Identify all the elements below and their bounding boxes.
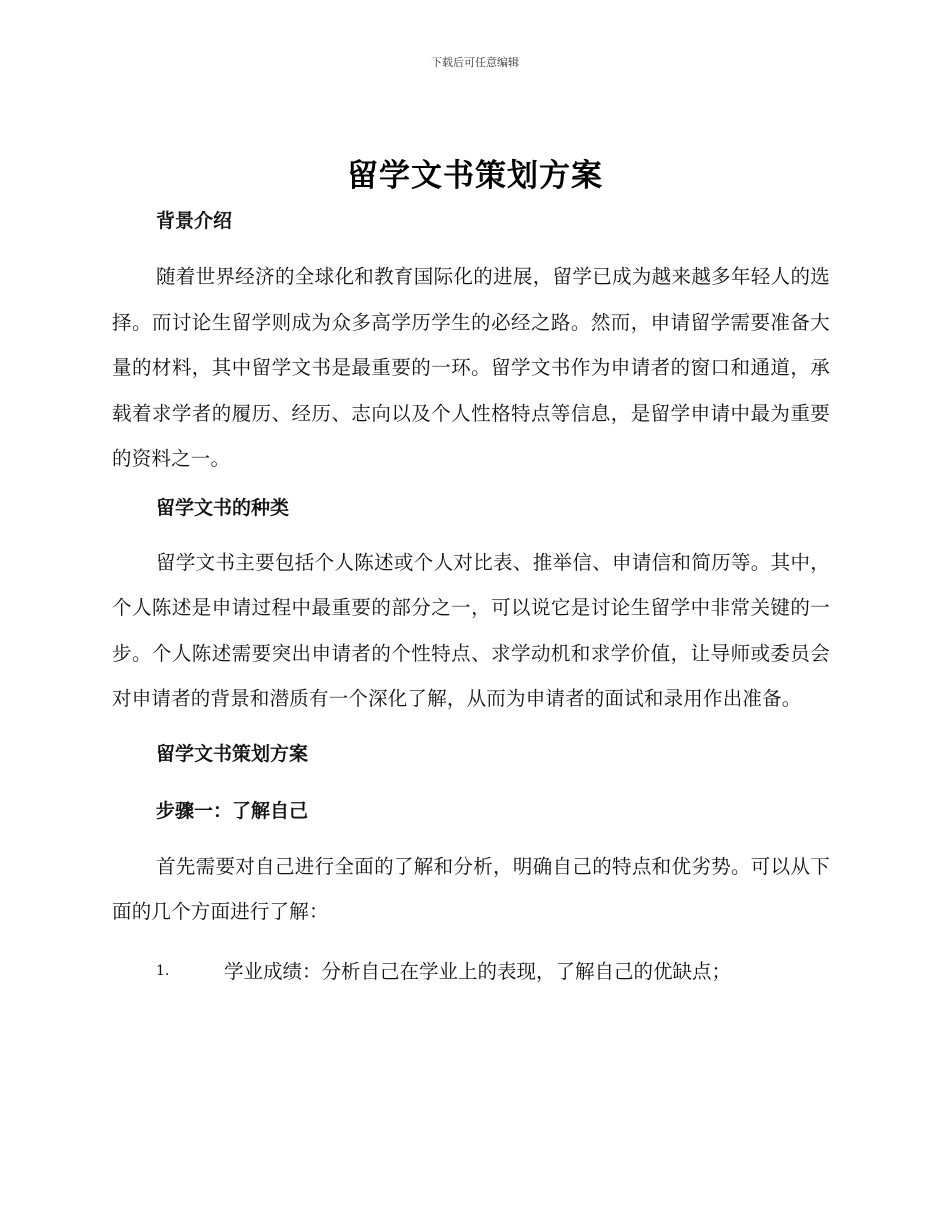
section-heading-types: 留学文书的种类: [156, 496, 290, 519]
document-body: [112, 205, 830, 994]
list-item-text: 学业成绩：分析自己在学业上的表现，了解自己的优缺点；: [224, 959, 732, 983]
section-heading-background: 背景介绍: [156, 210, 233, 232]
section-heading-plan: 留学文书策划方案: [156, 742, 309, 765]
list-item: [112, 949, 830, 995]
header-note: 下载后可任意编辑: [431, 56, 519, 69]
document-title: 留学文书策划方案: [347, 158, 603, 194]
list-item-number: 1.: [156, 962, 170, 979]
step1-heading: 步骤一：了解自己: [156, 799, 309, 822]
paragraph-background: 随着世界经济的全球化和教育国际化的进展，留学已成为越来越多年轻人的选择。而讨论生留学则成为众多高学历学生的必经之路。然而，申请留学需要准备大量的材料，其中留学文书是最重要的一环。留学文书作为申请者的窗口和通道，承载着求学者的履历、经历、志向以及个人性格特点等信息，是留学申请中最为重要的资料之一。: [112, 265, 830, 470]
paragraph-types: 留学文书主要包括个人陈述或个人对比表、推举信、申请信和简历等。其中，个人陈述是申请过程中最重要的部分之一，可以说它是讨论生留学中非常关键的一步。个人陈述需要突出申请者的个性特点、求学动机和求学价值，让导师或委员会对申请者的背景和潜质有一个深化了解，从而为申请者的面试和录用作出准备。: [112, 550, 830, 710]
paragraph-step1: 首先需要对自己进行全面的了解和分析，明确自己的特点和优劣势。可以从下面的几个方面进行了解：: [112, 854, 830, 923]
